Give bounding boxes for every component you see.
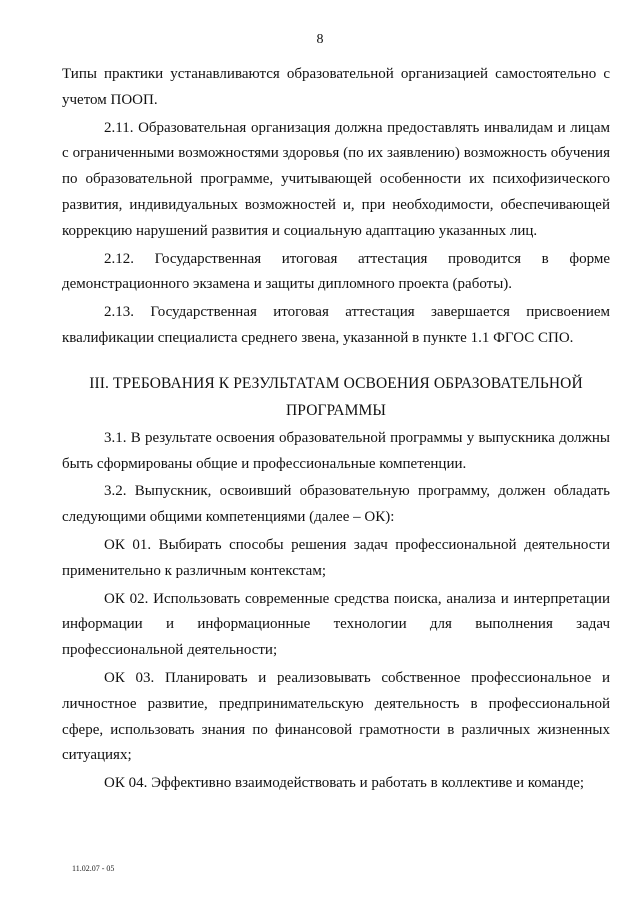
competency-ok-02: ОК 02. Использовать современные средства поиска, анализа и интерпретации информации и информационные технологии для выполнения задач профессиональной деятельности; — [62, 590, 610, 659]
page-number: 8 — [316, 32, 324, 47]
section-3-heading-line-2: ПРОГРАММЫ — [286, 401, 386, 419]
section-3-heading-line-1: III. ТРЕБОВАНИЯ К РЕЗУЛЬТАТАМ ОСВОЕНИЯ ОБРАЗОВАТЕЛЬНОЙ — [89, 374, 583, 392]
paragraph-2-12: 2.12. Государственная итоговая аттестация проводится в форме демонстрационного экзамена и защиты дипломного проекта (работы). — [62, 250, 610, 293]
paragraph-3-2: 3.2. Выпускник, освоивший образовательную программу, должен обладать следующими общими компетенциями (далее – ОК): — [62, 483, 610, 526]
section-3-heading — [62, 370, 610, 424]
competency-ok-04: ОК 04. Эффективно взаимодействовать и работать в коллективе и команде; — [104, 775, 585, 792]
page-content — [62, 62, 610, 797]
competency-ok-03: ОК 03. Планировать и реализовывать собственное профессиональное и личностное развитие, предпринимательскую деятельность в профессиональной сфере, использовать знания по финансовой грамотности в различных жизненных ситуациях; — [62, 669, 610, 764]
paragraph-2-11: 2.11. Образовательная организация должна предоставлять инвалидам и лицам с ограниченными возможностями здоровья (по их заявлению) возможность обучения по образовательной программе, учитывающей особенности их психофизического развития, индивидуальных возможностей и, при необходимости, обеспечивающей коррекцию нарушений развития и социальную адаптацию указанных лиц. — [62, 119, 610, 239]
paragraph-2-13: 2.13. Государственная итоговая аттестация завершается присвоением квалификации специалиста среднего звена, указанной в пункте 1.1 ФГОС СПО. — [62, 304, 610, 346]
document-code: 11.02.07 - 05 — [72, 864, 115, 873]
competency-ok-01: ОК 01. Выбирать способы решения задач профессиональной деятельности применительно к различным контекстам; — [62, 536, 610, 579]
paragraph-3-1: 3.1. В результате освоения образовательной программы у выпускника должны быть сформированы общие и профессиональные компетенции. — [62, 429, 610, 472]
paragraph-practice-types: Типы практики устанавливаются образовательной организацией самостоятельно с учетом ПООП. — [62, 66, 610, 108]
